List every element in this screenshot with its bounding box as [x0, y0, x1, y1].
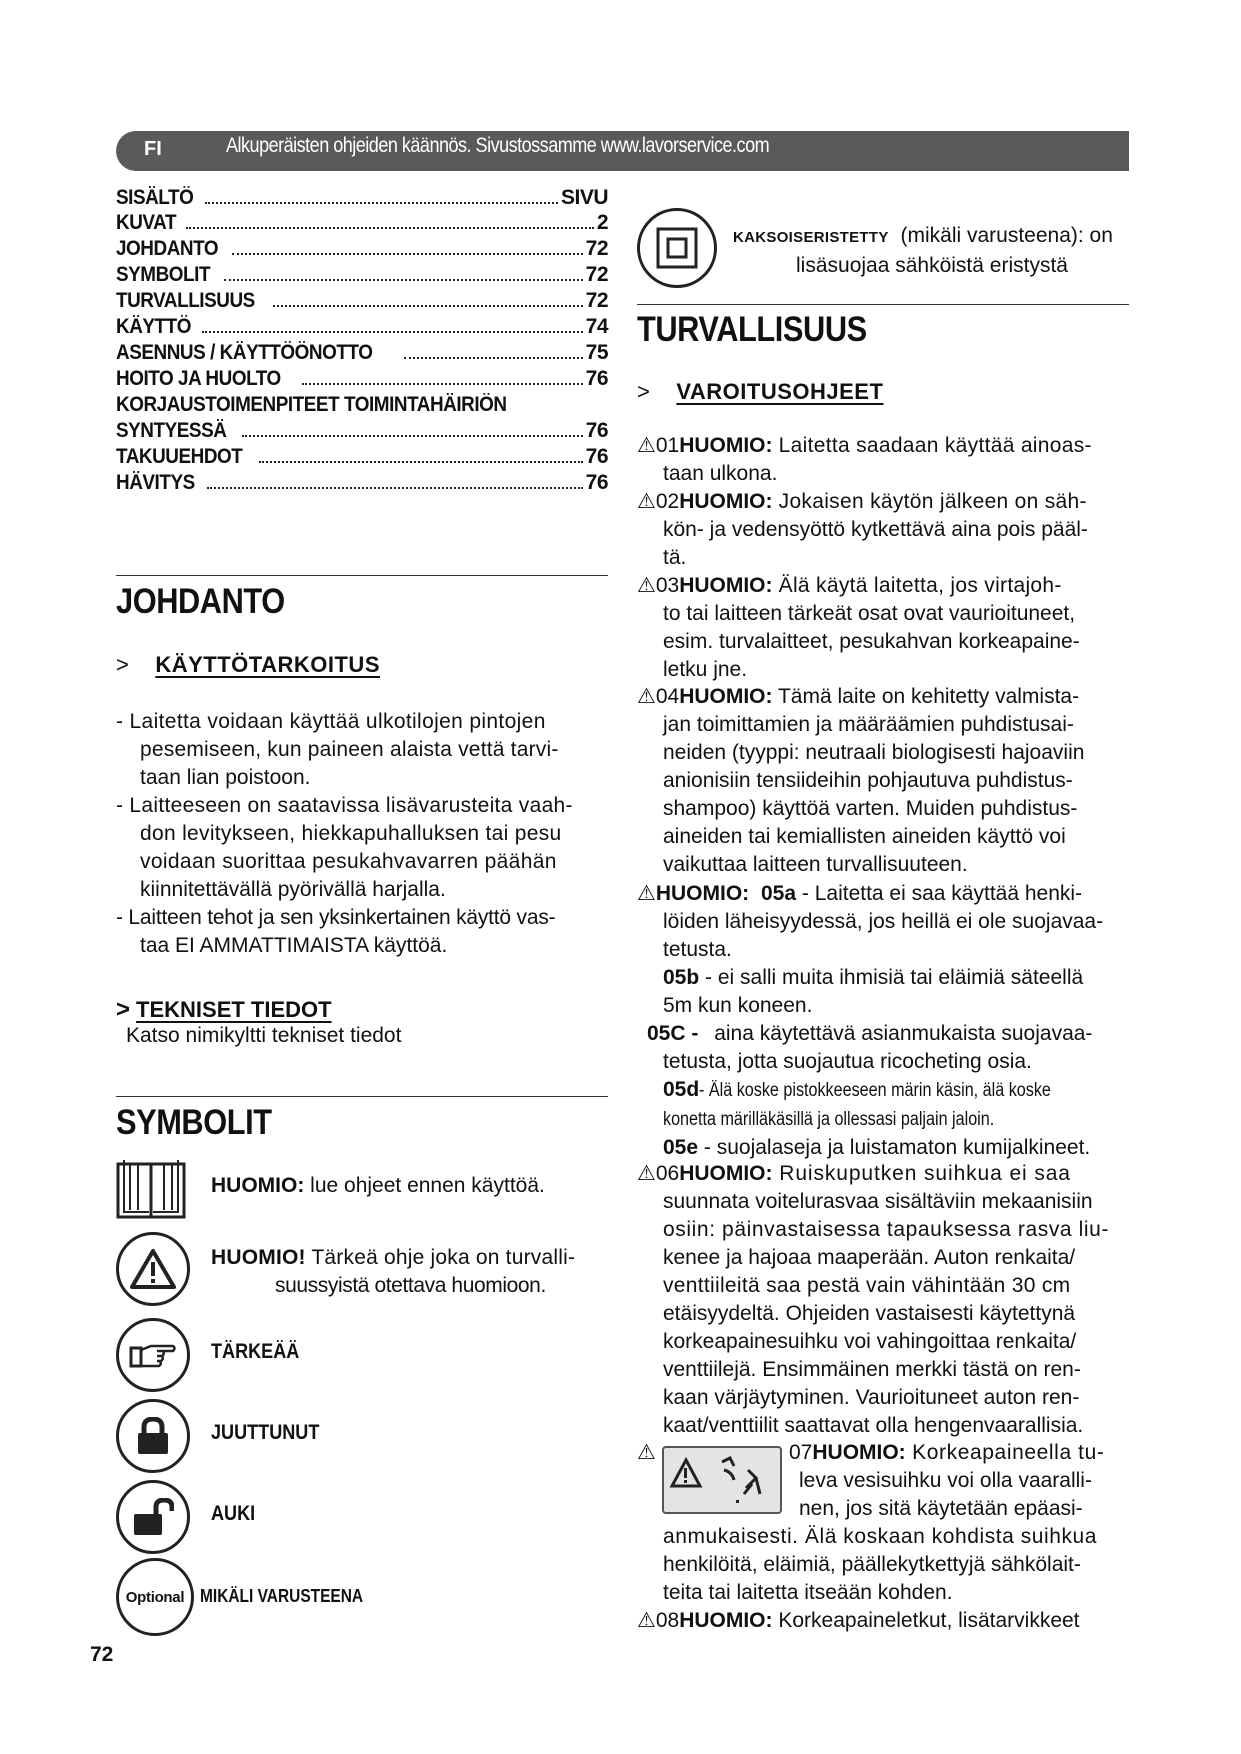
toc-item[interactable]: SYNTYESSÄ 76: [116, 419, 608, 442]
toc-item[interactable]: SYMBOLIT 72: [116, 263, 608, 286]
section-rule: [116, 1096, 608, 1097]
subsection-tekniset-tiedot: > TEKNISET TIEDOT: [116, 996, 332, 1023]
warning-08: ⚠08HUOMIO: Korkeapaineletkut, lisätarvikkeet: [637, 1609, 1080, 1632]
warning-icon: ⚠: [637, 685, 656, 708]
toc-item[interactable]: HOITO JA HUOLTO 76: [116, 367, 608, 390]
toc-item[interactable]: KUVAT 2: [116, 211, 608, 234]
subsection-kayttotarkoitus: > KÄYTTÖTARKOITUS: [116, 652, 380, 677]
warning-icon: ⚠: [637, 490, 656, 513]
warning-icon: ⚠: [637, 574, 656, 597]
section-rule: [116, 575, 608, 576]
toc-item[interactable]: ASENNUS / KÄYTTÖÖNOTTO 75: [116, 341, 608, 364]
warning-04: ⚠04HUOMIO: Tämä laite on kehitetty valmista- jan toimittamien ja määräämien puhdistusai- neiden (tyyppi: neutraali biologisesti hajoaviin anionisiin tensiideihin pohjautuva puhdistus- shampoo) käyttöä varten. Muiden puhdistus- aineiden tai kemiallisten aineiden käyttö voi vaikuttaa laitteen turvallisuuteen.: [637, 685, 1085, 876]
intro-bullet-1: - Laitetta voidaan käyttää ulkotilojen pintojen pesemiseen, kun paineen alaista vettä tarvi- taan lian poistoon.: [116, 710, 559, 789]
symbol-2-text: HUOMIO! Tärkeä ohje joka on turvalli- suussyistä otettava huomioon.: [211, 1246, 576, 1297]
intro-bullet-2: - Laitteeseen on saatavissa lisävarusteita vaah- don levitykseen, hiekkapuhalluksen tai pesu voidaan suorittaa pesukahvavarren päähän kiinnitettävällä pyörivällä harjalla.: [116, 794, 573, 901]
header-text: Alkuperäisten ohjeiden käännös. Sivustossamme www.lavorservice.com: [226, 134, 770, 157]
section-title-turvallisuus: TURVALLISUUS: [637, 310, 867, 349]
warning-07-body: anmukaisesti. Älä koskaan kohdista suihkua henkilöitä, eläimiä, päällekytkettyjä sähkölait- teita tai laitetta itseään kohden.: [663, 1525, 1097, 1604]
warning-icon: ⚠: [637, 1162, 656, 1185]
warning-icon: ⚠: [637, 1441, 656, 1464]
section-rule: [637, 304, 1129, 305]
section-title-symbolit: SYMBOLIT: [116, 1103, 272, 1142]
tekniset-tiedot-text: Katso nimikyltti tekniset tiedot: [126, 1024, 402, 1047]
toc-item[interactable]: KÄYTTÖ 74: [116, 315, 608, 338]
double-insulation-icon: [637, 208, 717, 288]
toc-title: SISÄLTÖ: [116, 186, 194, 209]
toc-item-multiline[interactable]: KORJAUSTOIMENPITEET TOIMINTAHÄIRIÖN: [116, 393, 507, 416]
intro-bullet-3: - Laitteen tehot ja sen yksinkertainen käyttö vas- taa EI AMMATTIMAISTA käyttöä.: [116, 906, 556, 957]
subsection-varoitusohjeet: > VAROITUSOHJEET: [637, 379, 884, 404]
warning-06: ⚠06HUOMIO: Ruiskuputken suihkua ei saa suunnata voitelurasvaa sisältäviin mekaanisiin osiin: päinvastaisessa tapauksessa rasva liu- kenee ja hajoaa maaperään. Auton renkaita/ venttiileitä saa pestä vain vähintään 30 cm etäisyydeltä. Ohjeiden vastaisesti käytettynä korkeapainesuihku voi vahingoittaa renkaita/ venttiilejä. Ensimmäinen merkki tästä on ren- kaan värjäytyminen. Vaurioituneet auton ren- kaat/venttiilit saattavat olla hengenvaarallisia.: [637, 1162, 1110, 1437]
warning-01: ⚠01HUOMIO: Laitetta saadaan käyttää ainoas- taan ulkona.: [637, 434, 1092, 485]
optional-icon: Optional: [116, 1558, 194, 1636]
book-icon: [116, 1158, 186, 1220]
padlock-locked-icon: [116, 1399, 190, 1473]
toc-item[interactable]: TURVALLISUUS 72: [116, 289, 608, 312]
warning-icon: ⚠: [637, 434, 656, 457]
toc-header: [116, 186, 608, 212]
section-title-johdanto: JOHDANTO: [116, 582, 285, 621]
warning-icon: [116, 1232, 190, 1306]
toc-item[interactable]: TAKUUEHDOT 76: [116, 445, 608, 468]
symbol-1-text: HUOMIO: lue ohjeet ennen käyttöä.: [211, 1174, 545, 1197]
toc-item[interactable]: HÄVITYS 76: [116, 471, 608, 494]
symbol-6-text: MIKÄLI VARUSTEENA: [200, 1586, 364, 1606]
warning-07-head: 07HUOMIO: Korkeapaineella tu- leva vesisuihku voi olla vaaralli- nen, jos sitä käytetään epäasi-: [789, 1441, 1105, 1520]
kaksoiseristetty-text: KAKSOISERISTETTY (mikäli varusteena): on lisäsuojaa sähköistä eristystä: [733, 224, 1113, 277]
symbol-5-text: AUKI: [211, 1502, 256, 1525]
toc-page-label: SIVU: [560, 186, 608, 209]
padlock-open-icon: [116, 1480, 190, 1554]
warning-03: ⚠03HUOMIO: Älä käytä laitetta, jos virtajoh- to tai laitteen tärkeät osat ovat vaurioituneet, esim. turvalaitteet, pesukahvan korkeapaine- letku jne.: [637, 574, 1080, 681]
toc-item[interactable]: JOHDANTO 72: [116, 237, 608, 260]
warning-05: ⚠HUOMIO: 05a - Laitetta ei saa käyttää henki- löiden läheisyydessä, jos heillä ei ole suojavaa- tetusta. 05b - ei salli muita ihmisiä tai eläimiä säteellä 5m kun koneen. 05C - aina käytettävä asianmukaista suojavaa- tetusta, jotta suojautua ricocheting osia. 05d- Älä koske pistokkeeseen märin käsin, älä koske konetta märilläkäsillä ja ollessasi paljain jaloin. 05e - suojalaseja ja luistamaton kumijalkineet.: [637, 882, 1104, 1159]
symbol-3-text: TÄRKEÄÄ: [211, 1340, 300, 1363]
spray-hazard-icon: [662, 1446, 782, 1514]
page-number: 72: [90, 1643, 114, 1666]
warning-icon: ⚠: [637, 1609, 656, 1632]
symbol-4-text: JUUTTUNUT: [211, 1421, 320, 1444]
warning-02: ⚠02HUOMIO: Jokaisen käytön jälkeen on säh- kön- ja vedensyöttö kytkettävä aina pois pääl- tä.: [637, 490, 1088, 569]
language-code: FI: [144, 138, 162, 160]
warning-icon: ⚠: [637, 882, 656, 905]
pointing-hand-icon: [116, 1318, 190, 1392]
